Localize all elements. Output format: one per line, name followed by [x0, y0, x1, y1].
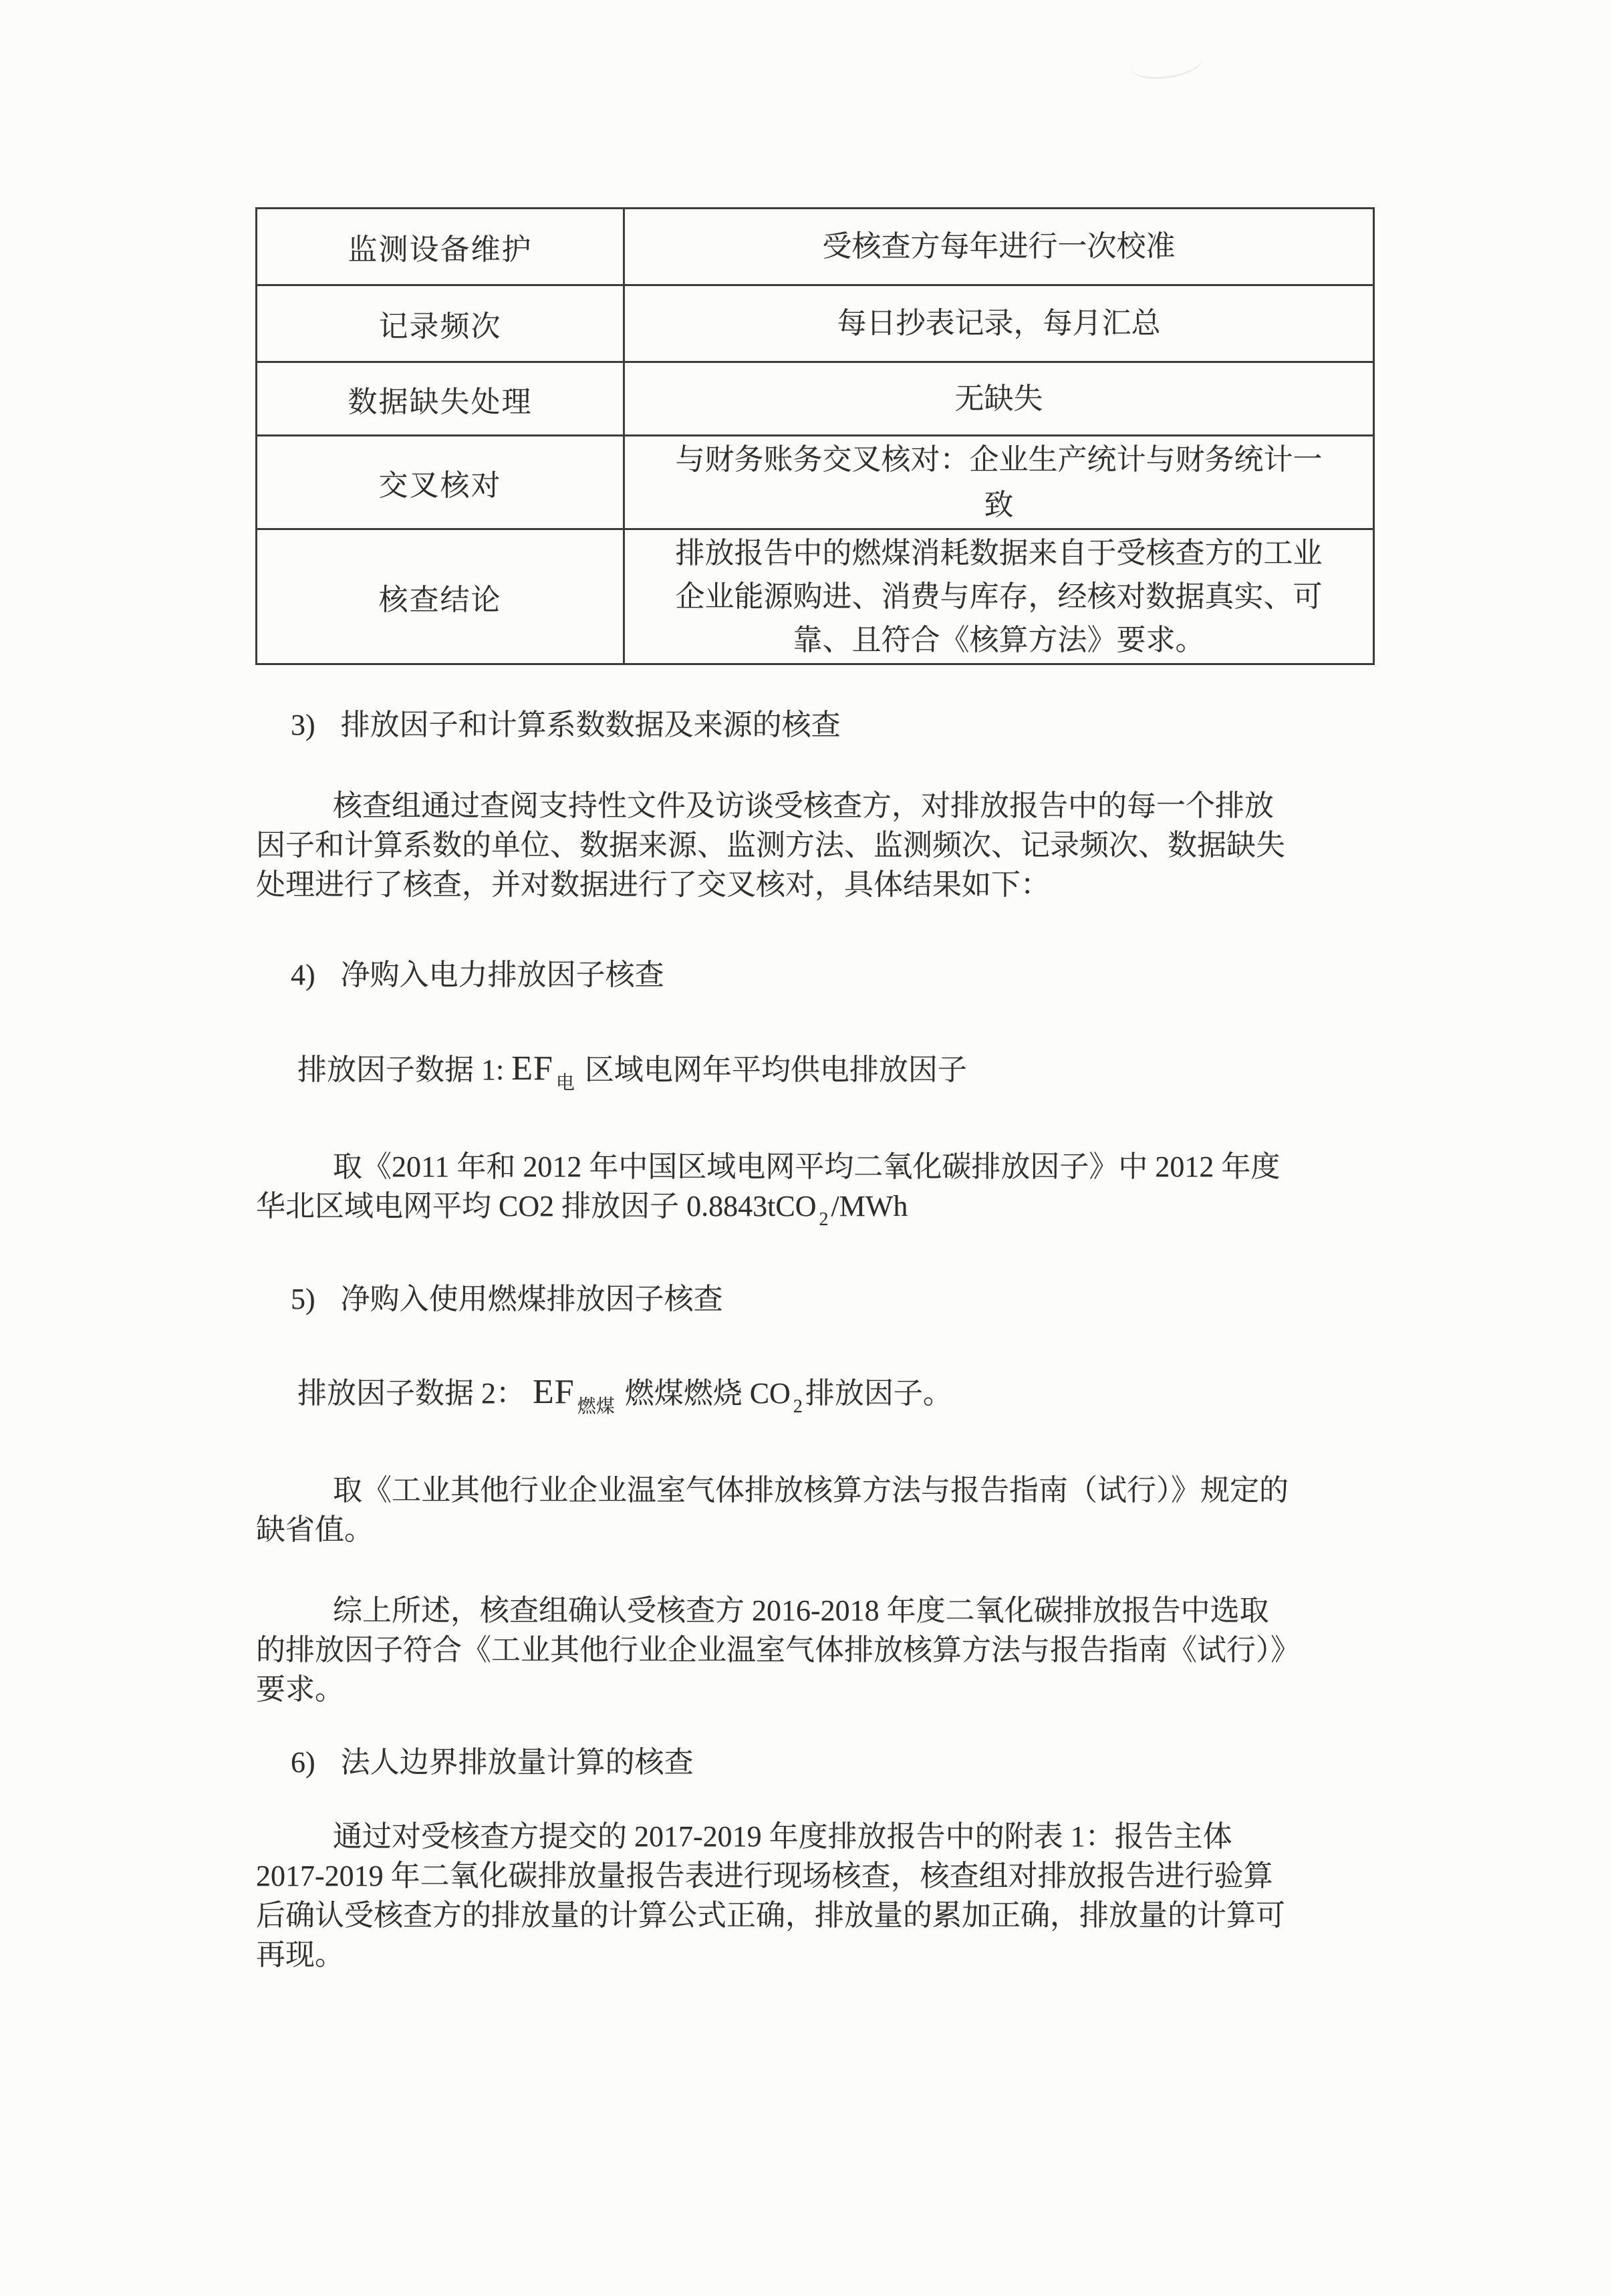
text-run: EF — [533, 1373, 575, 1411]
text-run: 因子和计算系数的单位、数据来源、监测方法、监测频次、记录频次、数据缺失 — [256, 829, 1285, 862]
paragraph — [256, 786, 1385, 904]
paragraph — [256, 1817, 1385, 1974]
text-line — [256, 865, 1385, 904]
scan-artifact — [1127, 42, 1204, 84]
subscript-text: 电 — [555, 1073, 575, 1094]
text-run: 排放因子。 — [805, 1377, 952, 1410]
text-line — [256, 1630, 1385, 1670]
text-line — [256, 786, 1385, 825]
text-run: 取《2011 年和 2012 年中国区域电网平均二氧化碳排放因子》中 2012 年度 — [333, 1150, 1281, 1183]
text-run: 取《工业其他行业企业温室气体排放核算方法与报告指南（试行）》规定的 — [333, 1474, 1289, 1507]
text-line — [256, 1670, 1385, 1709]
text-run: 2017-2019 年二氧化碳排放量报告表进行现场核查，核查组对排放报告进行验算 — [256, 1860, 1273, 1892]
text-line — [256, 1471, 1385, 1510]
row-label: 核查结论 — [257, 530, 625, 663]
row-value — [625, 363, 1373, 434]
row-value-line: 受核查方每年进行一次校准 — [822, 230, 1176, 263]
text-line — [297, 1370, 1427, 1420]
paragraph — [256, 1147, 1385, 1230]
row-label: 监测设备维护 — [257, 209, 625, 284]
section-heading — [256, 1275, 1420, 1317]
subscript-text: 2 — [819, 1209, 829, 1230]
subscript-text: 2 — [793, 1396, 803, 1417]
section-number: 6) — [291, 1746, 315, 1779]
text-run: 缺省值。 — [256, 1513, 374, 1546]
row-label: 记录频次 — [257, 286, 625, 361]
section-number: 4) — [291, 959, 315, 991]
table-row — [257, 528, 1373, 663]
row-value-line: 与财务账务交叉核对：企业生产统计与财务统计一 — [675, 442, 1323, 476]
emission-factor-line — [256, 1047, 1427, 1096]
paragraph — [256, 1471, 1385, 1549]
table-row — [257, 284, 1373, 361]
text-run: /MWh — [831, 1190, 908, 1223]
subscript-text: 燃煤 — [577, 1396, 615, 1417]
section-title: 净购入使用燃煤排放因子核查 — [340, 1283, 723, 1315]
verification-table — [255, 207, 1375, 665]
text-run: 后确认受核查方的排放量的计算公式正确，排放量的累加正确，排放量的计算可 — [256, 1899, 1285, 1932]
text-run: 燃煤燃烧 CO — [617, 1377, 791, 1410]
text-run: 区域电网年平均供电排放因子 — [577, 1053, 967, 1086]
section-title: 排放因子和计算系数数据及来源的核查 — [340, 709, 841, 741]
row-label: 交叉核对 — [257, 436, 625, 528]
text-line — [256, 1186, 1385, 1230]
row-value-line: 靠、且符合《核算方法》要求。 — [793, 624, 1205, 656]
text-run: 综上所述，核查组确认受核查方 2016-2018 年度二氧化碳排放报告中选取 — [333, 1594, 1269, 1627]
section-number: 5) — [291, 1283, 315, 1315]
text-line — [256, 1935, 1385, 1974]
section-heading — [256, 700, 1420, 743]
row-value-line: 致 — [984, 488, 1014, 521]
text-run: 的排放因子符合《工业其他行业企业温室气体排放核算方法与报告指南《试行）》 — [256, 1634, 1300, 1666]
row-value — [625, 286, 1373, 361]
text-line — [256, 1147, 1385, 1186]
text-run: 排放因子数据 1: — [297, 1053, 512, 1086]
section-title: 法人边界排放量计算的核查 — [340, 1746, 694, 1779]
row-value — [625, 209, 1373, 284]
row-value-line: 企业能源购进、消费与库存，经核对数据真实、可 — [675, 580, 1323, 613]
text-run: 处理进行了核查，并对数据进行了交叉核对，具体结果如下： — [256, 868, 1050, 901]
row-value-line: 无缺失 — [954, 382, 1043, 415]
text-line — [256, 1856, 1385, 1896]
text-line — [297, 1047, 1427, 1096]
text-run: 通过对受核查方提交的 2017-2019 年度排放报告中的附表 1：报告主体 — [333, 1820, 1232, 1853]
text-run: 再现。 — [256, 1938, 344, 1971]
row-label: 数据缺失处理 — [257, 363, 625, 434]
section-number: 3) — [291, 709, 315, 741]
table-row — [257, 434, 1373, 528]
text-run: 要求。 — [256, 1673, 344, 1706]
row-value — [625, 530, 1373, 663]
paragraph — [256, 1591, 1385, 1709]
text-run: 华北区域电网平均 CO2 排放因子 0.8843tCO — [256, 1190, 817, 1223]
section-heading — [256, 1738, 1420, 1781]
text-run: EF — [511, 1049, 553, 1088]
table-row — [257, 209, 1373, 284]
text-line — [256, 825, 1385, 865]
section-heading — [256, 950, 1420, 993]
emission-factor-line — [256, 1370, 1427, 1420]
text-run: 排放因子数据 2： — [297, 1377, 533, 1410]
text-run: 核查组通过查阅支持性文件及访谈受核查方，对排放报告中的每一个排放 — [333, 789, 1274, 822]
section-title: 净购入电力排放因子核查 — [340, 959, 664, 991]
text-line — [256, 1896, 1385, 1935]
row-value-line: 每日抄表记录，每月汇总 — [837, 307, 1161, 340]
table-row — [257, 361, 1373, 434]
text-line — [256, 1817, 1385, 1856]
row-value — [625, 436, 1373, 528]
text-line — [256, 1591, 1385, 1630]
row-value-line: 排放报告中的燃煤消耗数据来自于受核查方的工业 — [675, 537, 1323, 569]
text-line — [256, 1510, 1385, 1549]
